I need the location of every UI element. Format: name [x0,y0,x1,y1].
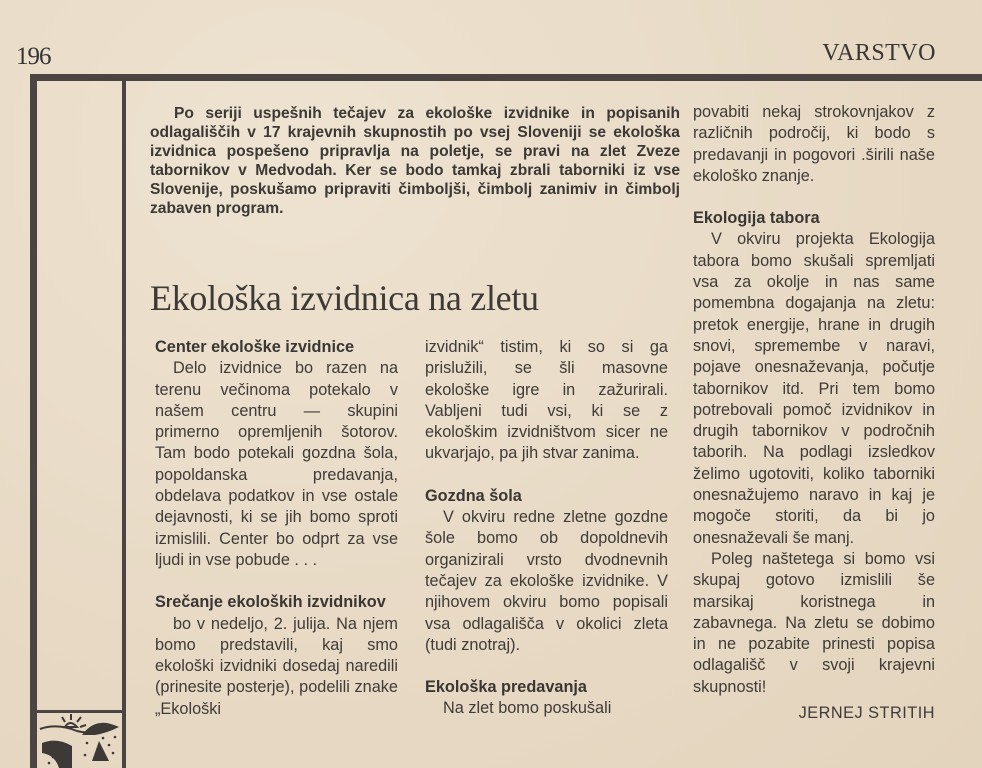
paragraph-lectures: Na zlet bomo poskušali [443,699,612,718]
landscape-sun-tree-icon [37,713,122,768]
paragraph-meeting: bo v nedeljo, 2. julija. Na njem bomo predstavili, kaj smo ekološki izvidniki dosedaj naredili (prinesite posterje), podelili znake „Ekološki [155,614,398,718]
paragraph-camp-ecology: V okviru projekta Ekologija tabora bomo skušali spremljati vsa za okolje in nas same pomembna dogajanja na zletu: pretok energije, hrane in drugih snovi, spremembe v naravi, pojave onesnaževanja, počutje tabornikov itd. Pri tem bomo potrebovali pomoč izvidnikov in drugih tabornikov v področnih taborih. Na podlagi izsledkov želimo ugotoviti, koliko taborniki onesnažujemo naravo in kaj je mogoče storiti, da bi jo onesnaževali še manj. [693,230,935,547]
column-1 [155,337,398,720]
lead-paragraph: Po seriji uspešnih tečajev za ekološke izvidnike in popisanih odlagališčih v 17 krajevnih skupnostih po vsej Sloveniji se ekološka izvidnica pospešeno pripravlja na poletje, se pravi na zlet Zveze tabornikov v Medvodah. Ker se bodo tamkaj zbrali taborniki iz vse Slovenije, poskušamo pripraviti čimboljši, čimbolj zanimiv in čimbolj zabaven program. [150,105,680,217]
column-3 [693,102,935,724]
article-headline: Ekološka izvidnica na zletu [150,278,539,318]
heading-meeting: Srečanje ekoloških izvidnikov [155,593,386,612]
heading-lectures: Ekološka predavanja [425,678,587,697]
paragraph-center: Delo izvidnice bo razen na terenu večinoma potekalo v našem centru — skupini primerno opremljenih šotorov. Tam bodo potekali gozdna šola, popoldanska predavanja, obdelava podatkov in vse ostale dejavnosti, ki se jih bomo sproti izmislili. Center bo odprt za vse ljudi in vse pobude . . . [155,359,398,569]
section-title: VARSTVO [822,40,936,66]
frame-inner-border [122,81,126,768]
page-number: 196 [16,43,51,70]
paragraph-forest-school: V okviru redne zletne gozdne šole bomo ob dopoldnevih organizirali vrsto dvodnevnih tečajev za ekološke izvidnike. V njihovem okviru bomo popisali vsa odlagališča v okolici zleta (tudi znotraj). [425,508,668,654]
heading-forest-school: Gozdna šola [425,486,522,505]
heading-camp-ecology: Ekologija tabora [693,209,820,228]
heading-center: Center ekološke izvidnice [155,338,355,356]
paragraph-meeting-continued: izvidnik“ tistim, ki so si ga prislužili, se šli masovne ekološke igre in zažurirali. Vabljeni tudi vsi, ki se z ekološkim izvidništvom sicer ne ukvarjajo, pa jih stvar zanima. [425,338,668,463]
article-lead [150,104,680,218]
frame-left-border [30,74,37,768]
author-byline: JERNEJ STRITIH [798,704,935,723]
paragraph-lectures-continued: povabiti nekaj strokovnjakov z različnih področij, ki bodo s predavanji in pogovori .širili naše ekološko znanje. [693,103,935,185]
top-rule-divider [30,74,982,81]
column-2 [425,337,668,720]
paragraph-closing: Poleg naštetega si bomo vsi skupaj gotovo izmislili še marsikaj koristnega in zabavnega. Na zletu se dobimo in ne pozabite prinesti popisa odlagališč v svoji krajevni skupnosti! [693,549,935,696]
